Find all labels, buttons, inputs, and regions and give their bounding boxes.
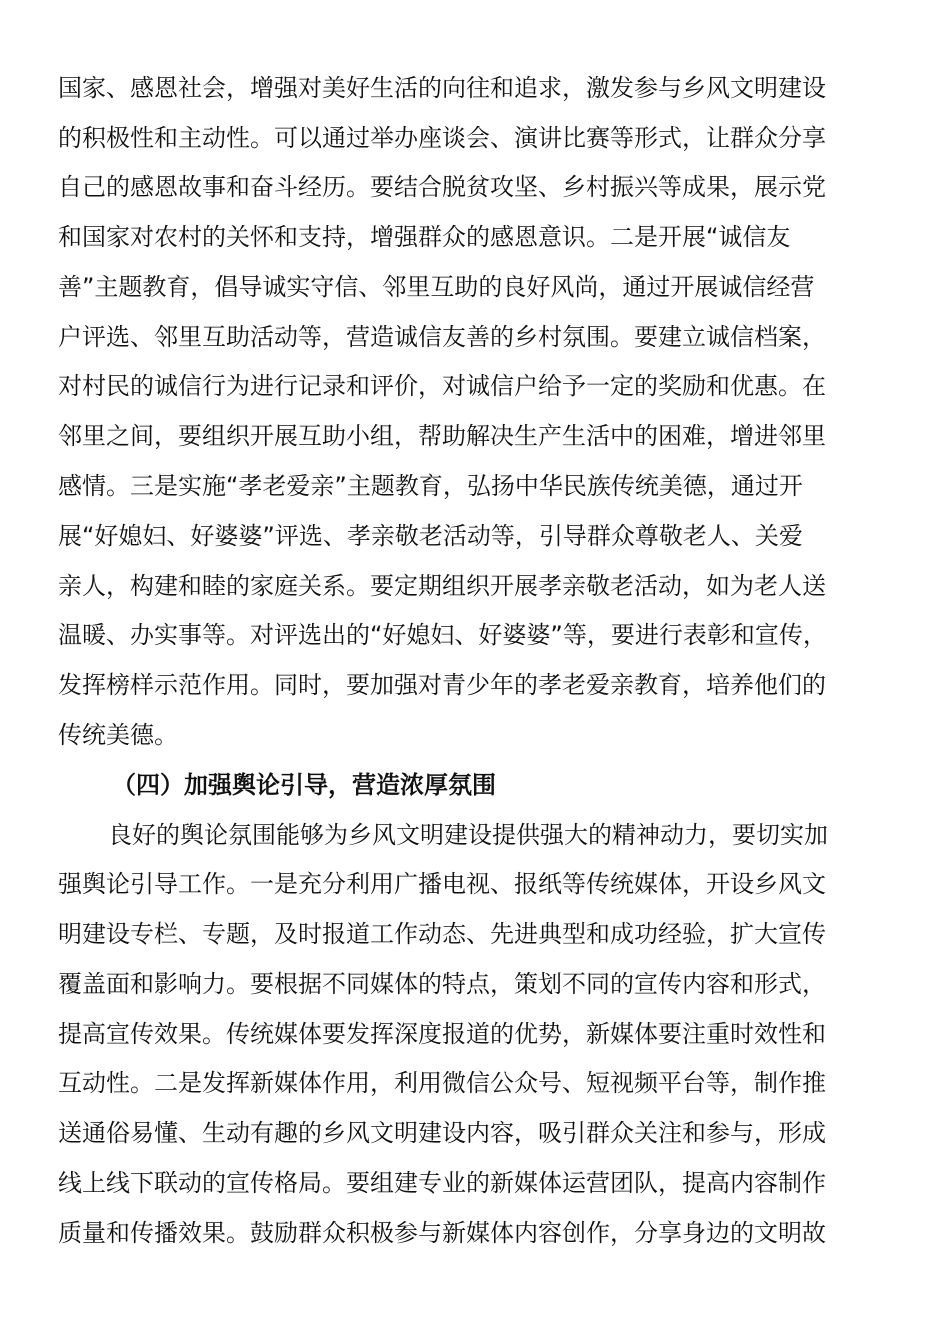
text-line: 强舆论引导工作。一是充分利用广播电视、报纸等传统媒体，开设乡风文 [58,870,826,898]
text-line: 邻里之间，要组织开展互助小组，帮助解决生产生活中的困难，增进邻里 [58,422,826,450]
text-line: 明建设专栏、专题，及时报道工作动态、先进典型和成功经验，扩大宣传 [58,920,826,948]
text-line: 质量和传播效果。鼓励群众积极参与新媒体内容创作，分享身边的文明故 [58,1219,826,1247]
text-line: 传统美德。 [58,721,178,749]
text-line: 线上线下联动的宣传格局。要组建专业的新媒体运营团队，提高内容制作 [58,1169,826,1197]
text-line: 国家、感恩社会，增强对美好生活的向往和追求，激发参与乡风文明建设 [58,74,826,102]
text-line: 感情。三是实施“孝老爱亲”主题教育，弘扬中华民族传统美德，通过开 [58,472,803,500]
text-line: 自己的感恩故事和奋斗经历。要结合脱贫攻坚、乡村振兴等成果，展示党 [58,173,826,201]
text-line: 善”主题教育，倡导诚实守信、邻里互助的良好风尚，通过开展诚信经营 [58,273,815,301]
text-line: 覆盖面和影响力。要根据不同媒体的特点，策划不同的宣传内容和形式， [58,970,826,998]
paragraph-first-line: 良好的舆论氛围能够为乡风文明建设提供强大的精神动力，要切实加 [108,821,828,849]
text-line: 的积极性和主动性。可以通过举办座谈会、演讲比赛等形式，让群众分享 [58,124,826,152]
text-line: 户评选、邻里互助活动等，营造诚信友善的乡村氛围。要建立诚信档案， [58,323,826,351]
text-line: 提高宣传效果。传统媒体要发挥深度报道的优势，新媒体要注重时效性和 [58,1020,826,1048]
text-line: 亲人，构建和睦的家庭关系。要定期组织开展孝亲敬老活动，如为老人送 [58,572,826,600]
section-heading: （四）加强舆论引导，营造浓厚氛围 [112,771,496,799]
text-line: 发挥榜样示范作用。同时，要加强对青少年的孝老爱亲教育，培养他们的 [58,671,826,699]
text-line: 互动性。二是发挥新媒体作用，利用微信公众号、短视频平台等，制作推 [58,1069,826,1097]
text-line: 展“好媳妇、好婆婆”评选、孝亲敬老活动等，引导群众尊敬老人、关爱 [58,522,803,550]
text-line: 对村民的诚信行为进行记录和评价，对诚信户给予一定的奖励和优惠。在 [58,372,826,400]
text-line: 送通俗易懂、生动有趣的乡风文明建设内容，吸引群众关注和参与，形成 [58,1119,826,1147]
text-line: 和国家对农村的关怀和支持，增强群众的感恩意识。二是开展“诚信友 [58,223,791,251]
text-line: 温暖、办实事等。对评选出的“好媳妇、好婆婆”等，要进行表彰和宣传， [58,621,827,649]
